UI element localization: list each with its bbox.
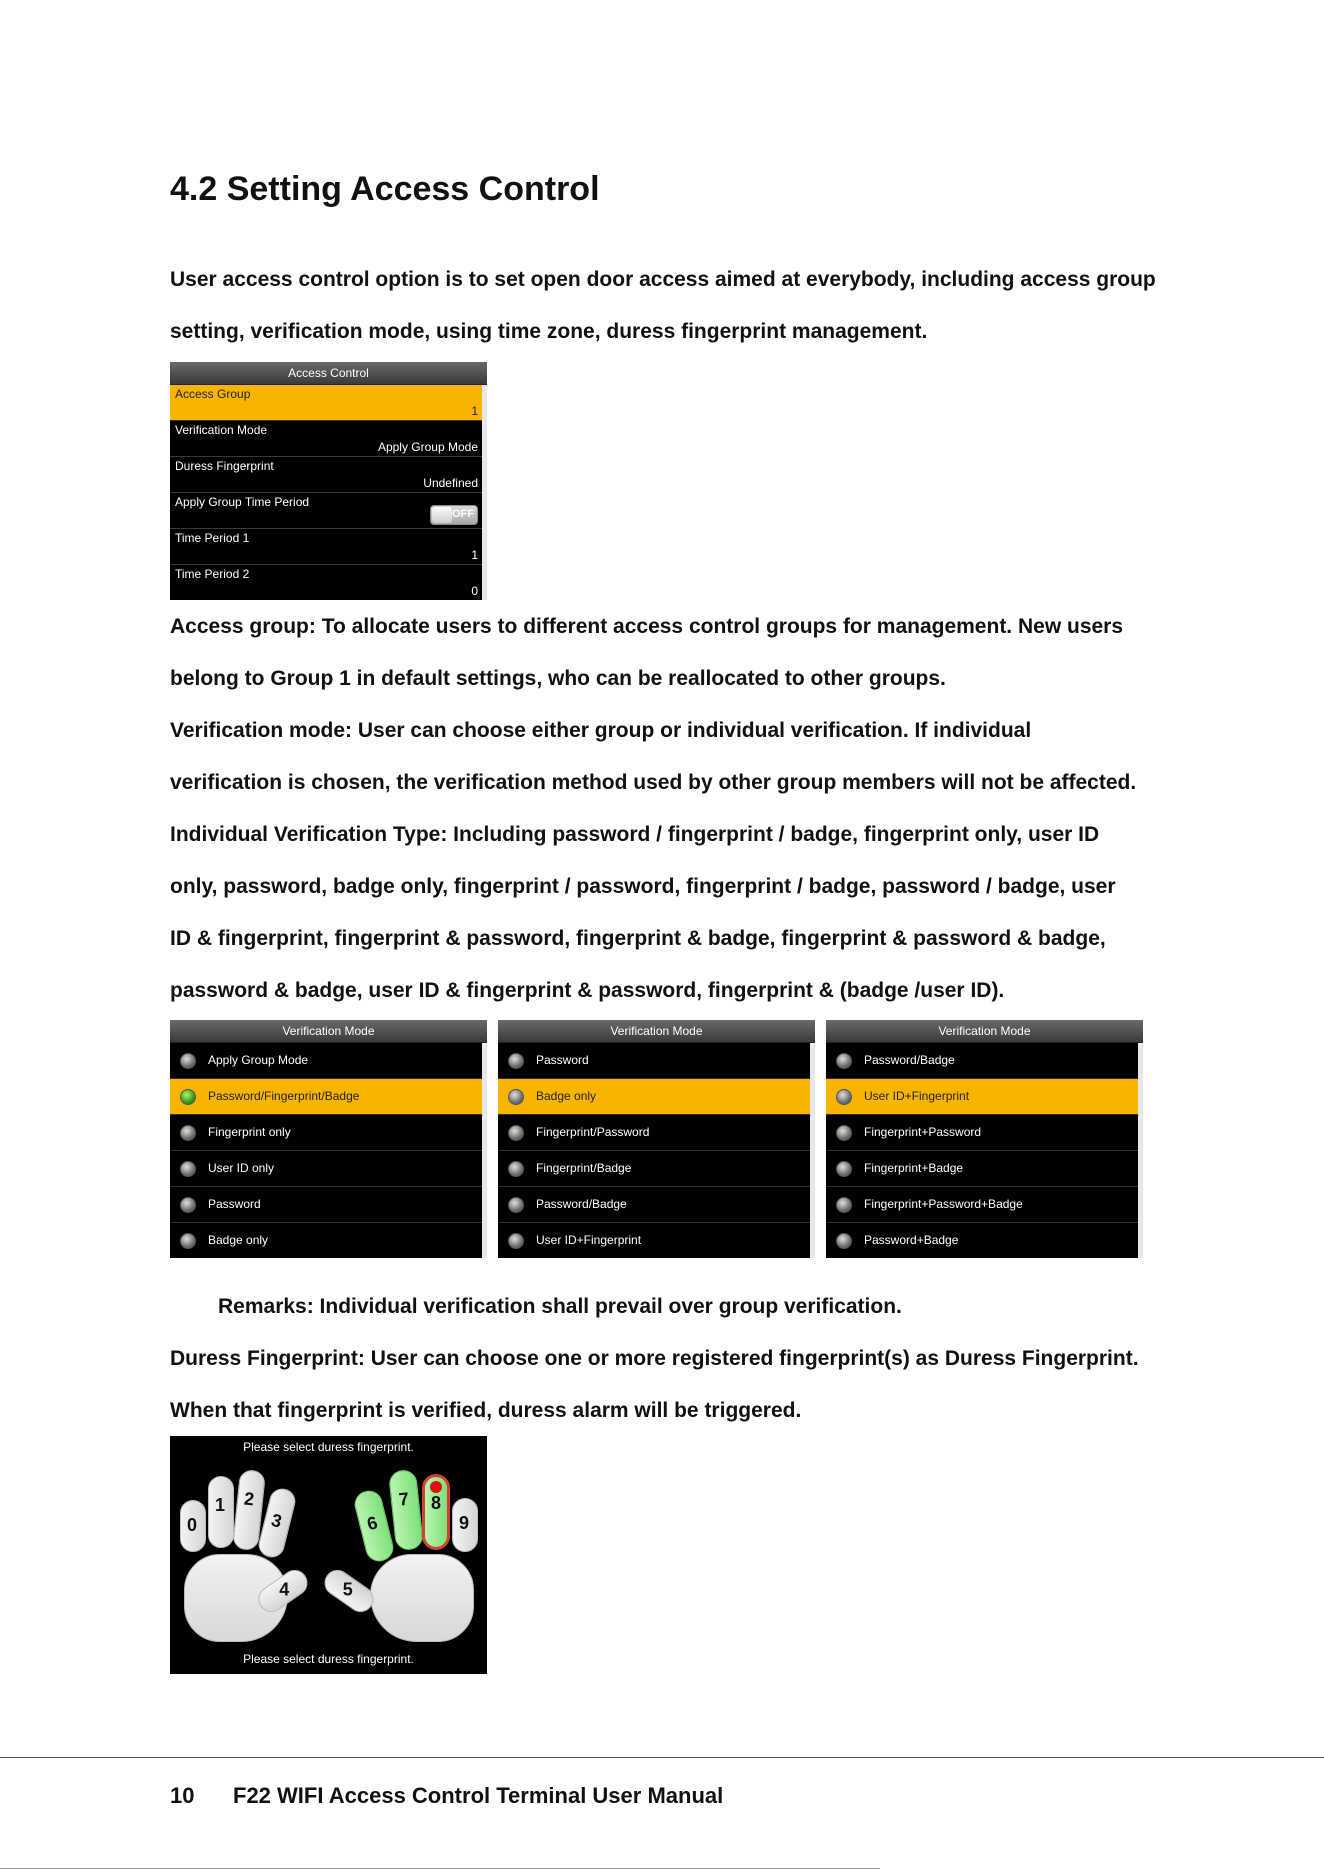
manual-title: F22 WIFI Access Control Terminal User Manual [233, 1783, 724, 1808]
finger-6[interactable] [352, 1488, 397, 1565]
radio-icon [836, 1197, 852, 1213]
screen-title: Verification Mode [498, 1020, 815, 1043]
option-label: Password [208, 1197, 261, 1211]
finger-8[interactable] [422, 1474, 450, 1550]
option-label: Password [536, 1053, 589, 1067]
radio-icon [508, 1197, 524, 1213]
option-label: Password+Badge [864, 1233, 959, 1247]
option-user-id-only[interactable] [170, 1151, 482, 1187]
radio-icon [836, 1089, 852, 1105]
right-palm [370, 1554, 474, 1642]
menu-item-value: 0 [471, 584, 478, 598]
option-label: Password/Fingerprint/Badge [208, 1089, 360, 1103]
radio-icon [508, 1089, 524, 1105]
intro-line-2: setting, verification mode, using time zone, duress fingerprint management. [170, 320, 928, 343]
radio-icon [508, 1161, 524, 1177]
option-user-id-fingerprint[interactable] [498, 1223, 810, 1258]
body-line-7: ID & fingerprint, fingerprint & password, fingerprint & badge, fingerprint & password & badge, [170, 927, 1106, 950]
option-password[interactable] [170, 1187, 482, 1223]
toggle-knob [432, 507, 452, 523]
menu-item-label: Duress Fingerprint [175, 459, 274, 473]
finger-number: 5 [342, 1579, 353, 1600]
option-label: Fingerprint/Password [536, 1125, 650, 1139]
menu-item-label: Access Group [175, 387, 251, 401]
finger-number: 9 [459, 1513, 470, 1533]
option-badge-only[interactable] [498, 1079, 810, 1115]
finger-number: 2 [243, 1488, 256, 1510]
option-label: User ID+Fingerprint [864, 1089, 970, 1103]
menu-item-label: Apply Group Time Period [175, 495, 310, 509]
body-line-5: Individual Verification Type: Including password / fingerprint / badge, fingerprint only, user ID [170, 823, 1100, 846]
finger-number: 8 [431, 1493, 442, 1513]
body-line-2: belong to Group 1 in default settings, who can be reallocated to other groups. [170, 667, 946, 690]
duress-fingerprint-screen [170, 1436, 487, 1674]
access-control-screen [170, 362, 487, 600]
option-label: Badge only [536, 1089, 597, 1103]
option-apply-group-mode[interactable] [170, 1043, 482, 1079]
scrollbar[interactable] [810, 1043, 815, 1258]
menu-item-time-period-2[interactable] [170, 565, 482, 600]
finger-number: 6 [365, 1512, 380, 1535]
finger-number: 1 [215, 1495, 226, 1515]
duress-caption-bottom: Please select duress fingerprint. [243, 1652, 414, 1666]
option-label: Password/Badge [864, 1053, 955, 1067]
screen-title: Verification Mode [826, 1020, 1143, 1043]
verification-mode-screen-1 [170, 1020, 487, 1258]
option-fingerprint-only[interactable] [170, 1115, 482, 1151]
option-label: Fingerprint/Badge [536, 1161, 632, 1175]
menu-item-value: Undefined [423, 476, 478, 490]
menu-item-label: Time Period 1 [175, 531, 250, 545]
option-label: Fingerprint+Password+Badge [864, 1197, 1023, 1211]
radio-icon [508, 1125, 524, 1141]
finger-7[interactable] [388, 1469, 424, 1551]
finger-1[interactable] [208, 1476, 234, 1548]
option-fingerprint-password[interactable] [498, 1115, 810, 1151]
radio-icon [836, 1161, 852, 1177]
finger-number: 4 [279, 1579, 290, 1600]
finger-0[interactable] [180, 1500, 206, 1552]
radio-icon [836, 1233, 852, 1249]
duress-line-1: Duress Fingerprint: User can choose one or more registered fingerprint(s) as Duress Fingerprint. [170, 1347, 1139, 1370]
verification-mode-screen-3 [826, 1020, 1143, 1258]
intro-line-1: User access control option is to set open door access aimed at everybody, including access group [170, 268, 1156, 291]
radio-icon [180, 1053, 196, 1069]
radio-icon [180, 1197, 196, 1213]
option-label: Badge only [208, 1233, 269, 1247]
body-line-6: only, password, badge only, fingerprint / password, fingerprint / badge, password / badge, user [170, 875, 1116, 898]
screen-title: Access Control [170, 362, 487, 385]
option-fingerprint-password[interactable] [826, 1115, 1138, 1151]
remarks: Remarks: Individual verification shall prevail over group verification. [218, 1295, 902, 1318]
option-label: Fingerprint+Badge [864, 1161, 964, 1175]
option-fingerprint-badge[interactable] [498, 1151, 810, 1187]
radio-icon [180, 1161, 196, 1177]
radio-icon [508, 1053, 524, 1069]
body-line-1: Access group: To allocate users to different access control groups for management. New users [170, 615, 1124, 638]
finger-number: 7 [397, 1488, 410, 1510]
duress-caption-top: Please select duress fingerprint. [243, 1440, 414, 1454]
menu-item-access-group[interactable] [170, 385, 482, 421]
option-fingerprint-badge[interactable] [826, 1151, 1138, 1187]
radio-checked-icon [180, 1089, 196, 1105]
radio-icon [180, 1125, 196, 1141]
option-badge-only[interactable] [170, 1223, 482, 1258]
radio-icon [836, 1125, 852, 1141]
finger-number: 0 [187, 1515, 198, 1535]
scrollbar[interactable] [1138, 1043, 1143, 1258]
option-label: Fingerprint+Password [864, 1125, 982, 1139]
radio-icon [836, 1053, 852, 1069]
option-password-badge-combined[interactable] [826, 1223, 1138, 1258]
bottom-divider [0, 1868, 880, 1869]
toggle-state: OFF [452, 508, 474, 520]
duress-line-2: When that fingerprint is verified, duress alarm will be triggered. [170, 1399, 802, 1422]
scrollbar[interactable] [482, 1043, 487, 1258]
option-label: User ID+Fingerprint [536, 1233, 642, 1247]
radio-icon [180, 1233, 196, 1249]
body-line-3: Verification mode: User can choose either group or individual verification. If individual [170, 719, 1032, 742]
option-password-fingerprint-badge[interactable] [170, 1079, 482, 1115]
menu-item-duress-fingerprint[interactable] [170, 457, 482, 493]
menu-item-label: Time Period 2 [175, 567, 250, 581]
menu-item-apply-group-time-period[interactable] [170, 493, 482, 529]
section-title: 4.2 Setting Access Control [170, 170, 600, 208]
menu-item-verification-mode[interactable] [170, 421, 482, 457]
body-line-4: verification is chosen, the verification method used by other group members will not be affected. [170, 771, 1137, 794]
option-password[interactable] [498, 1043, 810, 1079]
option-fingerprint-password-badge[interactable] [826, 1187, 1138, 1223]
menu-item-value: 1 [471, 404, 478, 418]
option-password-badge[interactable] [498, 1187, 810, 1223]
menu-item-value: Apply Group Mode [377, 440, 478, 454]
finger-9[interactable] [452, 1498, 478, 1552]
group-time-period-toggle[interactable] [430, 505, 478, 525]
finger-5[interactable] [319, 1565, 378, 1617]
page-number: 10 [170, 1783, 195, 1808]
screen-title: Verification Mode [170, 1020, 487, 1043]
option-password-badge[interactable] [826, 1043, 1138, 1079]
option-user-id-fingerprint[interactable] [826, 1079, 1138, 1115]
scrollbar[interactable] [482, 385, 487, 600]
menu-item-label: Verification Mode [175, 423, 268, 437]
finger-number: 3 [269, 1509, 284, 1532]
body-line-8: password & badge, user ID & fingerprint & password, fingerprint & (badge /user ID). [170, 979, 1005, 1002]
option-label: User ID only [208, 1161, 275, 1175]
radio-icon [508, 1233, 524, 1249]
footer-divider [0, 1757, 1324, 1758]
verification-mode-screen-2 [498, 1020, 815, 1258]
option-label: Fingerprint only [208, 1125, 291, 1139]
selected-dot-icon [430, 1481, 442, 1493]
option-label: Password/Badge [536, 1197, 627, 1211]
option-label: Apply Group Mode [208, 1053, 309, 1067]
menu-item-time-period-1[interactable] [170, 529, 482, 565]
menu-item-value: 1 [471, 548, 478, 562]
